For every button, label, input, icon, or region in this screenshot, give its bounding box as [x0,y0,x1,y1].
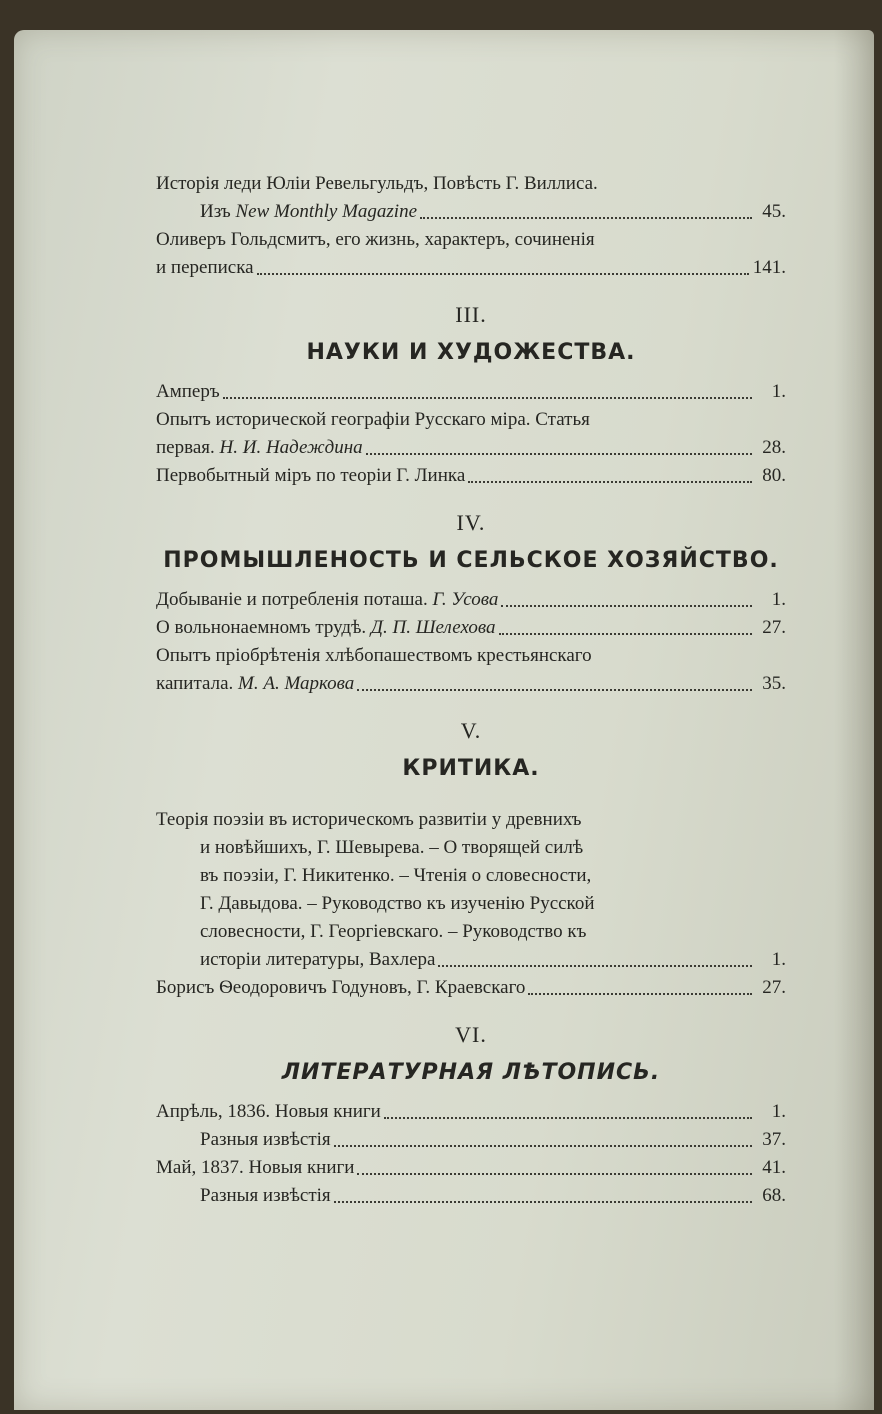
toc-entry [156,434,786,462]
toc-entry-line: словесности, Г. Георгіевскаго. – Руководство къ [200,921,587,942]
author-name: Д. П. Шелехова [370,617,496,638]
toc-entry [156,1126,786,1154]
toc-entry [156,462,786,490]
dot-leader [366,453,752,455]
dot-leader [223,397,752,399]
toc-entry-text [156,614,496,642]
toc-entry-line: Г. Давыдова. – Руководство къ изученію Русской [200,893,595,914]
page-number: 1. [771,1101,786,1122]
toc-entry-prefix: капитала. [156,673,234,694]
author-name: М. А. Маркова [238,673,355,694]
dot-leader [528,993,752,995]
toc-entry-line: Теорія поэзіи въ историческомъ развитіи у древнихъ [156,809,582,830]
page-number: 68. [762,1185,786,1206]
page-number: 35. [762,673,786,694]
toc-entry [156,670,786,698]
toc-entry [156,1098,786,1126]
dot-leader [384,1117,752,1119]
toc-entry [156,254,786,282]
toc-entry [156,946,786,974]
toc-entry-line: Опытъ пріобрѣтенія хлѣбопашествомъ крестьянскаго [156,645,592,666]
page-number: 41. [762,1157,786,1178]
table-of-contents [156,170,786,1210]
dot-leader [357,689,752,691]
toc-entry [156,974,786,1002]
dot-leader [420,217,752,219]
toc-entry-text [200,198,417,226]
author-name: Н. И. Надеждина [219,437,363,458]
section-title: ЛИТЕРАТУРНАЯ ЛѢТОПИСЬ. [281,1060,661,1085]
toc-entry-prefix: Добываніе и потребленія поташа. [156,589,428,610]
toc-entry-prefix: О вольнонаемномъ трудѣ. [156,617,367,638]
toc-entry-prefix: Изъ [200,201,231,222]
toc-entry [156,1182,786,1210]
toc-entry-text: Разныя извѣстія [200,1185,331,1206]
page-number: 141. [752,257,786,278]
page-number: 37. [762,1129,786,1150]
page-number: 27. [762,977,786,998]
section-title: КРИТИКА. [402,756,540,781]
page-number: 27. [762,617,786,638]
toc-entry-prefix: первая. [156,437,215,458]
section-number: IV. [456,510,486,535]
page-number: 28. [762,437,786,458]
toc-entry-text: Разныя извѣстія [200,1129,331,1150]
toc-entry-text: Первобытный міръ по теоріи Г. Линка [156,465,466,486]
section-title: ПРОМЫШЛЕНОСТЬ И СЕЛЬСКОЕ ХОЗЯЙСТВО. [163,548,779,573]
dot-leader [438,965,752,967]
section-number: V. [460,718,482,743]
toc-entry [156,614,786,642]
section-number: III. [455,302,487,327]
book-page [14,30,874,1410]
toc-entry [156,1154,786,1182]
toc-entry-text [156,434,363,462]
dot-leader [357,1173,752,1175]
section-title: НАУКИ И ХУДОЖЕСТВА. [306,340,636,365]
dot-leader [334,1145,752,1147]
toc-entry-line: Опытъ исторической географіи Русскаго міра. Статья [156,409,590,430]
toc-entry-line: и новѣйшихъ, Г. Шевырева. – О творящей силѣ [200,837,584,858]
dot-leader [257,273,749,275]
page-number: 1. [771,589,786,610]
toc-entry [156,586,786,614]
toc-entry-text: исторіи литературы, Вахлера [200,949,436,970]
toc-entry-text: Май, 1837. Новыя книги [156,1157,355,1178]
toc-entry-text [156,670,354,698]
section-number: VI. [455,1022,487,1047]
toc-entry [156,198,786,226]
page-number: 80. [762,465,786,486]
spacer [156,794,786,806]
dot-leader [334,1201,752,1203]
page-number: 45. [762,201,786,222]
toc-entry-line: Исторія леди Юліи Ревельгульдъ, Повѣсть Г. Виллиса. [156,173,598,194]
toc-entry [156,378,786,406]
page-number: 1. [771,949,786,970]
page-number: 1. [771,381,786,402]
magazine-title: New Monthly Magazine [235,201,418,222]
toc-entry-text [156,586,498,614]
toc-entry-text: Амперъ [156,381,220,402]
toc-entry-line: въ поэзіи, Г. Никитенко. – Чтенія о словесности, [200,865,592,886]
author-name: Г. Усова [432,589,499,610]
toc-entry-text: Борисъ Ѳеодоровичъ Годуновъ, Г. Краевскаго [156,977,526,998]
toc-entry-line: Оливеръ Гольдсмитъ, его жизнь, характеръ, сочиненія [156,229,595,250]
toc-entry-text: и переписка [156,257,254,278]
dot-leader [501,605,752,607]
dot-leader [468,481,752,483]
dot-leader [499,633,752,635]
toc-entry-text: Апрѣль, 1836. Новыя книги [156,1101,381,1122]
